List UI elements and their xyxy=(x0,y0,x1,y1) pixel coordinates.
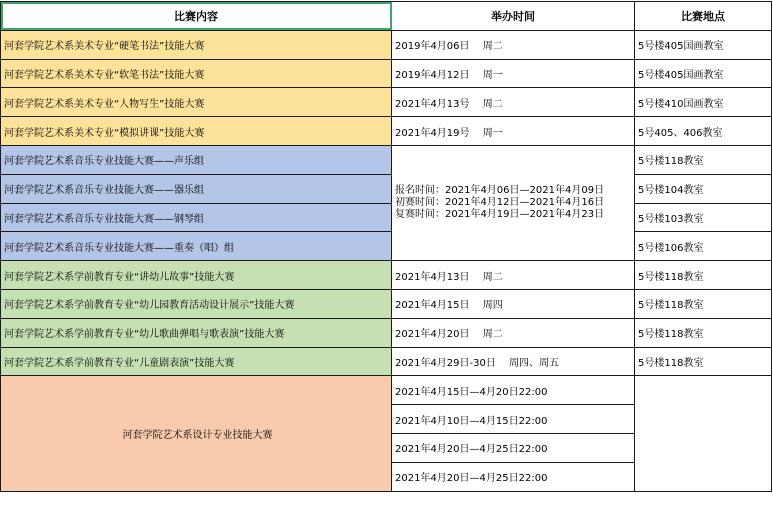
time-cell[interactable]: 2021年4月13日 周二 xyxy=(392,261,635,290)
time-cell[interactable]: 2021年4月10日—4月15日22:00 xyxy=(392,405,635,434)
registration-time: 报名时间：2021年4月06日—2021年4月09日 xyxy=(395,185,605,197)
location-cell[interactable]: 5号楼104教室 xyxy=(635,174,772,203)
table-row xyxy=(1,59,772,88)
time-cell[interactable]: 2021年4月13号 周二 xyxy=(392,88,635,117)
table-row xyxy=(1,30,772,59)
content-cell[interactable]: 河套学院艺术系学前教育专业“儿童剧表演”技能大赛 xyxy=(1,347,392,376)
time-cell[interactable]: 2021年4月20日—4月25日22:00 xyxy=(392,462,635,491)
table-row xyxy=(1,145,772,174)
location-cell[interactable]: 5号楼405国画教室 xyxy=(635,59,772,88)
location-cell[interactable]: 5号楼118教室 xyxy=(635,145,772,174)
content-cell[interactable]: 河套学院艺术系音乐专业技能大赛——器乐组 xyxy=(1,174,392,203)
location-cell[interactable]: 5号楼118教室 xyxy=(635,289,772,318)
table-row xyxy=(1,88,772,117)
header-location[interactable]: 比赛地点 xyxy=(635,2,772,31)
content-cell[interactable]: 河套学院艺术系音乐专业技能大赛——钢琴组 xyxy=(1,203,392,232)
table-row xyxy=(1,174,772,203)
design-location-cell[interactable] xyxy=(635,376,772,491)
time-cell[interactable]: 2019年4月06日 周二 xyxy=(392,30,635,59)
table-row xyxy=(1,347,772,376)
location-cell[interactable]: 5号楼410国画教室 xyxy=(635,88,772,117)
rematch-time: 复赛时间：2021年4月19日—2021年4月23日 xyxy=(395,209,605,221)
time-cell[interactable]: 2021年4月15日 周四 xyxy=(392,289,635,318)
time-cell[interactable]: 2021年4月20日 周二 xyxy=(392,318,635,347)
header-row xyxy=(1,2,772,31)
time-cell[interactable]: 2021年4月20日—4月25日22:00 xyxy=(392,433,635,462)
time-cell[interactable]: 2021年4月29日-30日 周四、周五 xyxy=(392,347,635,376)
table-row xyxy=(1,232,772,261)
content-cell[interactable]: 河套学院艺术系学前教育专业“讲幼儿故事”技能大赛 xyxy=(1,261,392,290)
table-row xyxy=(1,117,772,146)
time-cell[interactable]: 2019年4月12日 周一 xyxy=(392,59,635,88)
table-row xyxy=(1,261,772,290)
content-cell[interactable]: 河套学院艺术系美术专业“硬笔书法”技能大赛 xyxy=(1,30,392,59)
location-cell[interactable]: 5号楼405国画教室 xyxy=(635,30,772,59)
location-cell[interactable]: 5号楼118教室 xyxy=(635,347,772,376)
location-cell[interactable]: 5号楼103教室 xyxy=(635,203,772,232)
location-cell[interactable]: 5号405、406教室 xyxy=(635,117,772,146)
content-cell[interactable]: 河套学院艺术系音乐专业技能大赛——重奏（唱）组 xyxy=(1,232,392,261)
content-cell[interactable]: 河套学院艺术系学前教育专业“幼儿园教育活动设计展示”技能大赛 xyxy=(1,289,392,318)
location-cell[interactable]: 5号楼118教室 xyxy=(635,261,772,290)
competition-table xyxy=(0,1,772,492)
content-cell[interactable]: 河套学院艺术系学前教育专业“幼儿歌曲弹唱与歌表演”技能大赛 xyxy=(1,318,392,347)
content-cell[interactable]: 河套学院艺术系美术专业“软笔书法”技能大赛 xyxy=(1,59,392,88)
time-cell[interactable]: 2021年4月19号 周一 xyxy=(392,117,635,146)
location-cell[interactable]: 5号楼106教室 xyxy=(635,232,772,261)
content-cell[interactable]: 河套学院艺术系音乐专业技能大赛——声乐组 xyxy=(1,145,392,174)
table-row xyxy=(1,203,772,232)
table-row xyxy=(1,376,772,405)
music-schedule-cell[interactable] xyxy=(392,145,635,260)
table-row xyxy=(1,289,772,318)
time-cell[interactable]: 2021年4月15日—4月20日22:00 xyxy=(392,376,635,405)
location-cell[interactable]: 5号楼118教室 xyxy=(635,318,772,347)
header-time[interactable]: 举办时间 xyxy=(392,2,635,31)
design-content-cell[interactable]: 河套学院艺术系设计专业技能大赛 xyxy=(1,376,392,491)
preliminary-time: 初赛时间：2021年4月12日—2021年4月16日 xyxy=(395,197,605,209)
header-content[interactable]: 比赛内容 xyxy=(1,2,392,31)
content-cell[interactable]: 河套学院艺术系美术专业“人物写生”技能大赛 xyxy=(1,88,392,117)
table-row xyxy=(1,318,772,347)
content-cell[interactable]: 河套学院艺术系美术专业“模拟讲课”技能大赛 xyxy=(1,117,392,146)
